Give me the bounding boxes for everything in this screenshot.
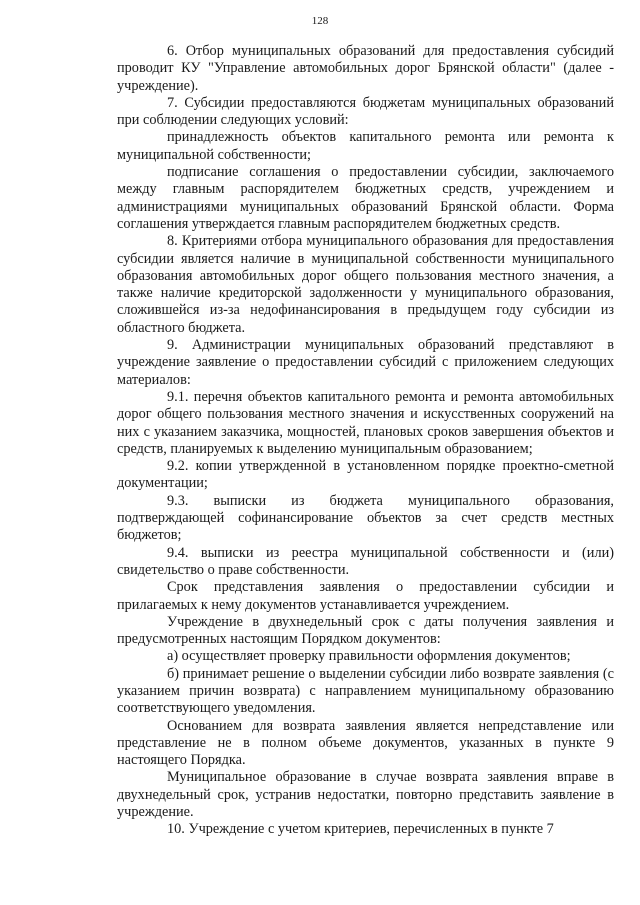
document-body bbox=[117, 43, 614, 839]
review-intro: Учреждение в двухнедельный срок с даты получения заявления и предусмотренных настоящим Порядком документов: bbox=[117, 613, 614, 648]
condition-agreement: подписание соглашения о предоставлении субсидии, заключаемого между главным распорядителем бюджетных средств, учреждением и администрациями муниципальных образований Брянской области. Форма соглашения утверждается главным распорядителем бюджетных средств. bbox=[117, 164, 614, 232]
paragraph-7: 7. Субсидии предоставляются бюджетам муниципальных образований при соблюдении следующих условий: bbox=[117, 94, 614, 129]
paragraph-9: 9. Администрации муниципальных образований представляют в учреждение заявление о предоставлении субсидий с приложением следующих материалов: bbox=[117, 337, 614, 388]
item-9-3: 9.3. выписки из бюджета муниципального образования, подтверждающей софинансирование объектов за счет средств местных бюджетов; bbox=[117, 492, 614, 544]
review-item-b: б) принимает решение о выделении субсидии либо возврате заявления (с указанием причин возврата) с направлением муниципальному образованию соответствующего уведомления. bbox=[117, 665, 614, 717]
return-grounds: Основанием для возврата заявления является непредставление или представление не в полном объеме документов, указанных в пункте 9 настоящего Порядка. bbox=[117, 717, 614, 769]
item-9-2: 9.2. копии утвержденной в установленном порядке проектно-сметной документации; bbox=[117, 458, 614, 492]
item-9-4: 9.4. выписки из реестра муниципальной собственности и (или) свидетельство о праве собственности. bbox=[117, 544, 614, 578]
condition-ownership: принадлежность объектов капитального ремонта или ремонта к муниципальной собственности; bbox=[117, 129, 614, 163]
resubmission: Муниципальное образование в случае возврата заявления вправе в двухнедельный срок, устранив недостатки, повторно представить заявление в учреждение. bbox=[117, 769, 614, 821]
page-number: 128 bbox=[311, 15, 329, 27]
item-9-1: 9.1. перечня объектов капитального ремонта и ремонта автомобильных дорог общего пользования местного значения и искусственных сооружений на них с указанием заказчика, мощностей, плановых сроков завершения объектов и средств, планируемых к выделению муниципальным образованием; bbox=[117, 388, 614, 457]
review-item-a: а) осуществляет проверку правильности оформления документов; bbox=[167, 648, 571, 665]
submission-deadline: Срок представления заявления о предоставлении субсидии и прилагаемых к нему документов устанавливается учреждением. bbox=[117, 579, 614, 613]
paragraph-6: 6. Отбор муниципальных образований для предоставления субсидий проводит КУ "Управление автомобильных дорог Брянской области" (далее - учреждение). bbox=[117, 43, 614, 94]
paragraph-10: 10. Учреждение с учетом критериев, перечисленных в пункте 7 bbox=[167, 821, 554, 838]
paragraph-8: 8. Критериями отбора муниципального образования для предоставления субсидии является наличие в муниципальной собственности муниципального образования автомобильных дорог общего пользования местного значения, а также наличие кредиторской задолженности у муниципального образования, сложившейся из-за недофинансирования в предыдущем году субсидии из областного бюджета. bbox=[117, 233, 614, 336]
